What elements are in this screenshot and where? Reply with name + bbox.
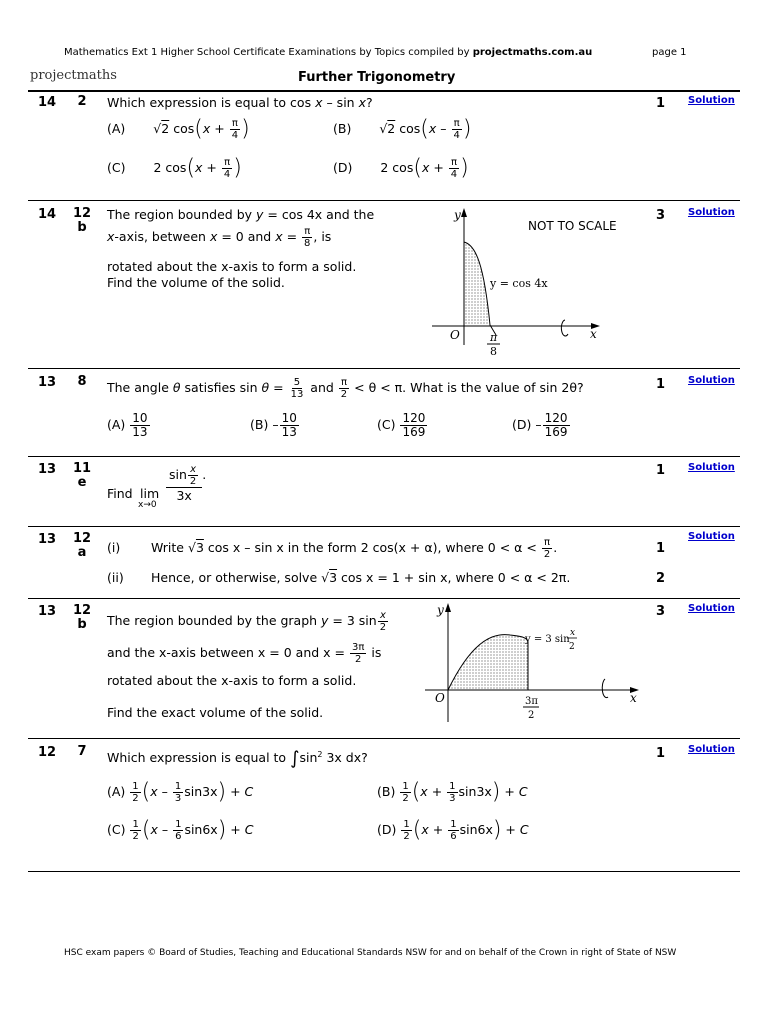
question-line: Find the volume of the solid.: [107, 275, 285, 290]
solution-link[interactable]: Solution: [688, 95, 735, 106]
limit-subscript: x→0: [138, 500, 157, 510]
divider: [28, 738, 740, 739]
option-d[interactable]: (D) 2 cos(x + $\frac{\pi}{4}$ ): [333, 155, 469, 181]
year: 14: [38, 207, 57, 222]
marks: 3: [656, 208, 666, 223]
limit-operator: lim: [140, 486, 160, 501]
option-c[interactable]: (C) 2 cos(x + $\frac{\pi}{4}$ ): [107, 155, 242, 181]
question-line: The region bounded by y = cos 4x and the: [107, 207, 375, 222]
svg-text:O: O: [450, 328, 460, 342]
footer-copyright: HSC exam papers © Board of Studies, Teaching and Educational Standards NSW for and on behalf of the Crown in right of State of NSW: [64, 948, 677, 958]
solution-link[interactable]: Solution: [688, 375, 735, 386]
limit-find-label: Find: [107, 486, 133, 501]
part-ii-text: Hence, or otherwise, solve √3 cos x = 1 + sin x, where 0 < α < 2π.: [151, 570, 571, 585]
marks: 3: [656, 604, 666, 619]
divider: [28, 598, 740, 599]
marks: 1: [656, 96, 666, 111]
svg-text:x: x: [590, 327, 597, 341]
option-d[interactable]: (D) – $\frac{120}{169}$: [512, 411, 568, 439]
option-b[interactable]: (B) – $\frac{10}{13}$: [250, 411, 297, 439]
question-number: 11 e: [72, 461, 92, 490]
year: 13: [38, 375, 57, 390]
svg-text:x: x: [630, 691, 637, 705]
option-c[interactable]: (C) $\frac{120}{169}$: [377, 411, 426, 439]
year: 13: [38, 604, 57, 619]
svg-text:y = 3 sin: y = 3 sin: [525, 634, 570, 645]
solution-link[interactable]: Solution: [688, 531, 735, 542]
question-stem: Which expression is equal to $\int\sin^2$ 3x dx?: [107, 748, 368, 769]
3sin-x-over-2-graph: [415, 600, 650, 730]
svg-text:y: y: [454, 208, 461, 222]
marks: 1: [656, 377, 666, 392]
svg-text:O: O: [435, 691, 445, 705]
question-number: 12 b: [72, 603, 92, 632]
question-line: Find the exact volume of the solid.: [107, 705, 324, 720]
year: 14: [38, 95, 57, 110]
cos4x-graph: [420, 205, 610, 365]
question-line: rotated about the x-axis to form a solid.: [107, 259, 357, 274]
question-stem: The angle θ satisfies sin θ = $\frac{5}{13}$ and $\frac{\pi}{2}$ < θ < π. What is the value of sin 2θ?: [107, 377, 584, 400]
part-i-text: Write √3 cos x – sin x in the form 2 cos(x + α), where 0 < α < $\frac{\pi}{2}$ .: [151, 537, 558, 560]
question-number: 12 a: [72, 531, 92, 560]
question-number: 12 b: [72, 206, 92, 235]
solution-link[interactable]: Solution: [688, 744, 735, 755]
question-line: x-axis, between x = 0 and x = $\frac{\pi}{8}$ , is: [107, 226, 332, 249]
svg-text:y = cos 4x: y = cos 4x: [490, 277, 548, 290]
divider: [28, 90, 740, 92]
question-line: rotated about the x-axis to form a solid.: [107, 673, 357, 688]
marks: 1: [656, 746, 666, 761]
svg-text:x: x: [570, 628, 576, 638]
divider: [28, 200, 740, 201]
part-ii-label: (ii): [107, 570, 124, 585]
svg-text:2: 2: [569, 642, 575, 652]
page-title: Further Trigonometry: [298, 70, 456, 85]
option-a[interactable]: (A) $\frac{10}{13}$: [107, 411, 148, 439]
solution-link[interactable]: Solution: [688, 603, 735, 614]
part-i-label: (i): [107, 540, 121, 555]
source-site: projectmaths.com.au: [472, 47, 593, 58]
svg-text:8: 8: [490, 345, 497, 358]
option-a[interactable]: (A) $\frac{1}{2}$ (x – $\frac{1}{3}$ sin3x) + C: [107, 779, 254, 805]
option-d[interactable]: (D) $\frac{1}{2}$ (x + $\frac{1}{6}$ sin6x) + C: [377, 817, 529, 843]
option-c[interactable]: (C) $\frac{1}{2}$ (x – $\frac{1}{6}$ sin6x) + C: [107, 817, 254, 843]
solution-link[interactable]: Solution: [688, 207, 735, 218]
divider: [28, 871, 740, 872]
question-stem: Which expression is equal to cos x – sin x?: [107, 95, 373, 110]
not-to-scale-note: NOT TO SCALE: [528, 219, 617, 233]
option-b[interactable]: (B) $\frac{1}{2}$ (x + $\frac{1}{3}$ sin3x) + C: [377, 779, 528, 805]
svg-text:3π: 3π: [525, 696, 538, 707]
svg-text:π: π: [490, 331, 498, 344]
option-b[interactable]: (B) √2 cos(x – $\frac{\pi}{4}$ ): [333, 116, 472, 142]
solution-link[interactable]: Solution: [688, 462, 735, 473]
limit-expression: sin $\frac{x}{2}$ 3x .: [166, 464, 206, 503]
year: 13: [38, 532, 57, 547]
part-i-marks: 1: [656, 541, 666, 556]
question-number: 7: [77, 744, 87, 759]
divider: [28, 456, 740, 457]
question-line: The region bounded by the graph y = 3 sin $\frac{x}{2}$: [107, 610, 387, 633]
part-ii-marks: 2: [656, 571, 666, 586]
divider: [28, 368, 740, 369]
year: 12: [38, 745, 57, 760]
svg-text:y: y: [437, 603, 444, 617]
svg-text:2: 2: [528, 710, 535, 721]
question-number: 2: [77, 94, 87, 109]
question-number: 8: [77, 374, 87, 389]
logo: projectmaths: [30, 68, 117, 83]
option-a[interactable]: (A) √2 cos(x + $\frac{\pi}{4}$ ): [107, 116, 250, 142]
marks: 1: [656, 463, 666, 478]
year: 13: [38, 462, 57, 477]
question-line: and the x-axis between x = 0 and x = $\frac{3\pi}{2}$ is: [107, 642, 382, 665]
divider: [28, 526, 740, 527]
page-number: page 1: [652, 47, 687, 58]
source-line: Mathematics Ext 1 Higher School Certificate Examinations by Topics compiled by projectmaths.com.au: [64, 47, 593, 58]
